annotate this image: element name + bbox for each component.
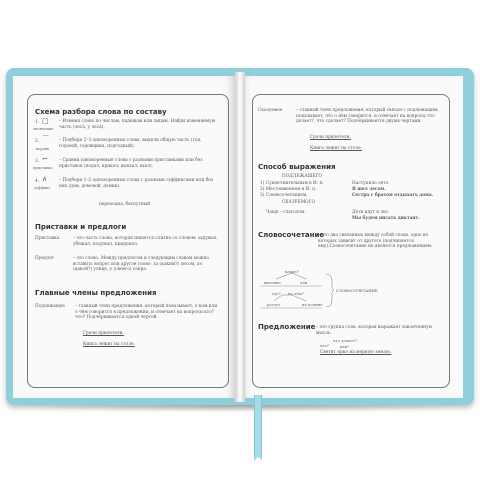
ending-icon: □ (42, 117, 49, 125)
predicate-definition: – главный член предложения, который связан с подлежащим, показывает, что о нём говорится, и отвечает на вопросы что делает?, что сделает? Подчёркивается двумя чертами. (296, 108, 439, 125)
subject-way-2: 2) Местоимением в И. п. (260, 187, 317, 192)
row-2-number: 2. (35, 139, 40, 144)
section-title-expression: Способ выражения (258, 163, 336, 171)
row-2-text: – Подбери 2–3 однокоренных слова, выдели общую часть (год, годовой, годовщина, подгодный). (59, 138, 202, 149)
predicate-way: Чаще – глаголом. (266, 210, 306, 215)
preposition-term: Предлог (35, 256, 55, 261)
row-4-label: суффикс (34, 186, 51, 190)
section-title-sentence: Предложение (258, 323, 316, 331)
preposition-definition: – это слово. Между предлогом и следующим словом можно вставить вопрос или другое слово: за (каким?) лесом, по (какой?) улице, у (своего) озера. (73, 256, 209, 273)
row-1-text: – Изменя слово по числам, падежам или лицам. Найди изменяемую часть (лесá, у лесá). (59, 119, 216, 130)
collocation-definition: – это два связанных между собой слова, одно из которых зависит от другого (подчиняется ему).Словосочетание не является предложением. (318, 233, 433, 250)
predicate-column-header: СКАЗУЕМОГО (282, 200, 316, 205)
predicate-example-1: Грачи прилетели. (310, 135, 351, 140)
predicate-example-a: Дети идут в лес. (352, 210, 390, 215)
row-4-number: 4. (35, 179, 40, 184)
prefix-icon: ⌐ (42, 155, 48, 163)
subject-way-3: 3) Словосочетанием. (260, 193, 308, 198)
subject-example-c: Сестра с братом отдыхать дома. (352, 193, 434, 198)
row-3-label: приставка (33, 166, 53, 170)
predicate-term: Сказуемое (258, 108, 283, 113)
subject-definition: – главный член предложения, который показывает, о ком или о чём говорится в предложении, и отвечает на вопросы кто? что? Подчёркивается одной чертой. (75, 304, 218, 321)
row-2-label: корень (36, 147, 50, 151)
subject-column-header: ПОДЛЕЖАЩЕГО (282, 174, 322, 179)
diagram-label: СЛОВОСОЧЕТАНИЕ (336, 288, 378, 293)
row-3-number: 3. (35, 159, 40, 164)
diagram-word-4: на полине (302, 302, 323, 307)
diagram-question-2: где? (272, 291, 281, 296)
subject-way-1: 1) Существительным в И. п. (260, 181, 324, 186)
section-title-collocation: Словосочетание (258, 231, 325, 239)
subject-term: Подлежащее (35, 304, 65, 309)
row-1-label: окончание (33, 127, 54, 131)
section-title-morpheme: Схема разбора слова по составу (35, 108, 167, 116)
question-what: что? (320, 343, 329, 348)
example-word: переходна, беспутный (99, 202, 150, 207)
subject-example-a: Наступило лето. (352, 181, 390, 186)
root-icon: ⌒ (42, 135, 49, 143)
question-does: что делает? (333, 338, 357, 343)
diagram-word-1: высокие (264, 280, 281, 285)
diagram-question-3: на чём? (288, 291, 304, 296)
subject-example-1: Грачи прилетели. (83, 331, 124, 336)
right-page (240, 76, 463, 398)
left-page (13, 76, 236, 398)
diagram-word-2: ели (300, 280, 308, 285)
prefix-definition: – это часть слова, которая пишется слитно со словом: задумал, убежал, подумал, придумал. (73, 236, 218, 247)
bookmark-ribbon (254, 395, 262, 457)
sentence-definition: – это группа слов, которая выражает законченную мысль. (316, 325, 433, 336)
row-3-text: – Сравни однокоренные слова с разными приставками или без приставок (подал, прикал, выехал, ехал). (59, 158, 203, 169)
subject-example-2: Книга лежит на столе. (83, 342, 135, 347)
predicate-example-2: Книга лежит на столе. (310, 146, 362, 151)
prefix-term: Приставка (35, 236, 60, 241)
diagram-word-3: растут (267, 302, 281, 307)
section-title-main-members: Главные члены предложения (35, 289, 157, 297)
row-4-text: – Подбери 1–2 однокоренных слова с разными суффиксами или без них (дом, домовой, домик). (59, 178, 214, 189)
subject-example-b: Я шел лесом. (352, 187, 386, 192)
row-1-number: 1. (35, 120, 40, 125)
section-title-prefixes: Приставки и предлоги (35, 223, 127, 231)
question-how: как? (340, 344, 350, 349)
predicate-example-b: Мы будем писать диктант. (352, 216, 420, 221)
suffix-icon: ∧ (42, 175, 48, 183)
notebook-spine (235, 72, 245, 402)
sentence-example: Светит ярко на мерную землю. (320, 350, 392, 355)
diagram-question-1: какие? (285, 269, 299, 274)
